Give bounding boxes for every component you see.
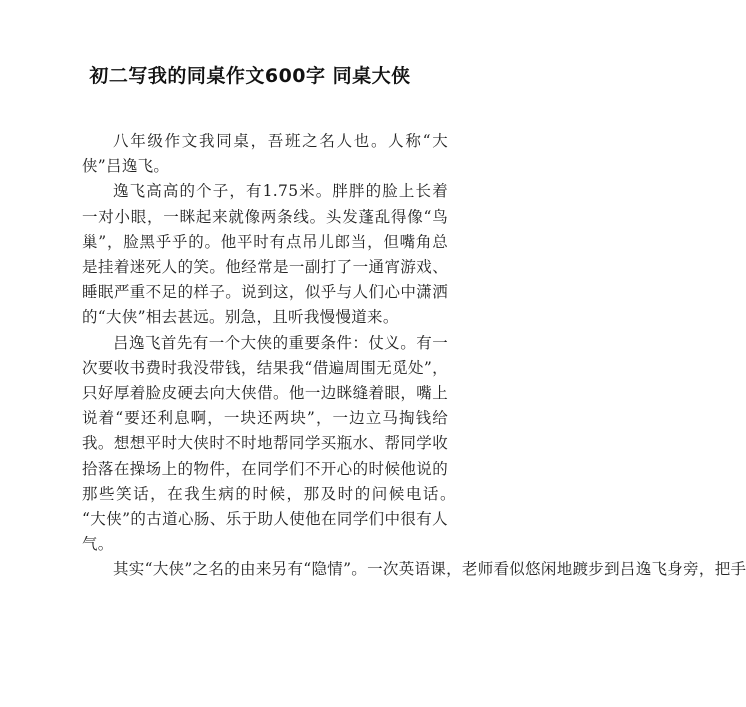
document-body [82,129,746,582]
document-title: 初二写我的同桌作文600字 同桌大侠 [89,65,411,87]
paragraph-1: 八年级作文我同桌，吾班之名人也。人称“大侠”吕逸飞。 [82,132,448,176]
paragraph-4: 其实“大侠”之名的由来另有“隐情”。一次英语课，老师看似悠闲地踱步到吕逸飞身旁，把手 [113,560,746,579]
paragraph-3: 吕逸飞首先有一个大侠的重要条件：仗义。有一次要收书费时我没带钱，结果我“借遍周围无觅处”，只好厚着脸皮硬去向大侠借。他一边眯缝着眼，嘴上说着“要还利息啊，一块还两块”，一边立马掏钱给我。想想平时大侠时不时地帮同学买瓶水、帮同学收拾落在操场上的物件，在同学们不开心的时候他说的那些笑话，在我生病的时候，那及时的问候电话。 “大侠”的古道心肠、乐于助人使他在同学们中很有人气。 [82,333,464,554]
paragraph-2: 逸飞高高的个子，有1.75米。胖胖的脸上长着一对小眼，一眯起来就像两条线。头发蓬乱得像“鸟巢”，脸黑乎乎的。他平时有点吊儿郎当，但嘴角总是挂着迷死人的笑。他经常是一副打了一通宵游戏、睡眠严重不足的样子。说到这，似乎与人们心中潇洒的“大侠”相去甚远。别急，且听我慢慢道来。 [82,182,448,327]
